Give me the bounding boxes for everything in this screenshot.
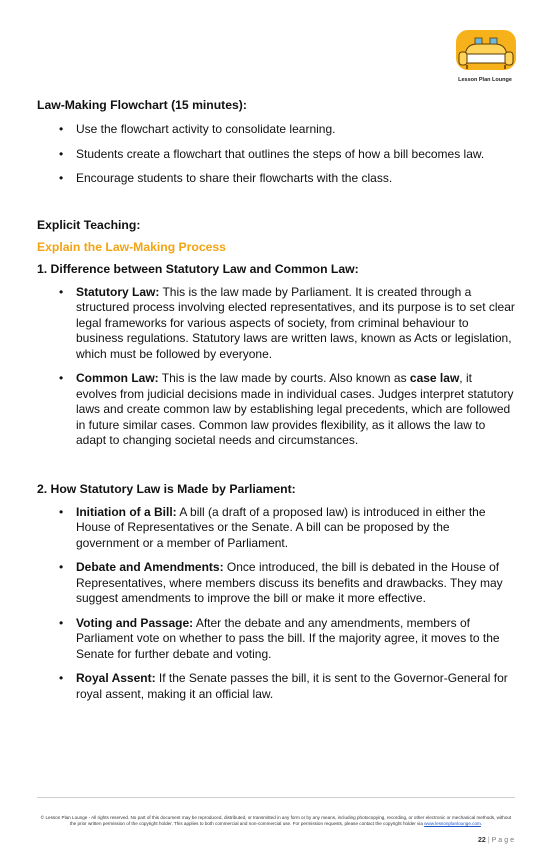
section-heading-explicit-teaching: Explicit Teaching:: [37, 217, 141, 232]
term-text: Once introduced, the bill is debated in the House of Representatives, where members discuss its benefits and drawbacks. They may suggest amendments to improve the bill or make it more effective.: [76, 560, 503, 605]
list-item: • Encourage students to share their flowcharts with the class.: [59, 171, 515, 187]
list-item: [59, 671, 515, 702]
footer-copyright: [37, 815, 515, 827]
list-item: [59, 285, 515, 363]
heading-statutory-process: 2. How Statutory Law is Made by Parliament:: [37, 481, 296, 496]
term-text: If the Senate passes the bill, it is sent to the Governor-General for royal assent, making it an official law.: [76, 671, 508, 701]
website-link[interactable]: www.lessonplanlounge.com: [424, 821, 481, 827]
page-number-value: 22: [478, 837, 486, 844]
copyright-text: © Lesson Plan Lounge - All rights reserved. No part of this document may be reproduced, distributed, or transmitted in any form or by any means, including photocopying, recording, or other electronic or mechanical methods, without the prior written permission of the copyright holder. This applies to both commercial and non-commercial use. For permission requests, please contact the copyright holder via: [40, 815, 512, 827]
flowchart-bullet-list: [59, 122, 515, 187]
term-label: Common Law:: [76, 371, 159, 385]
list-item: [59, 616, 515, 663]
page-number: [478, 837, 516, 844]
page-content: [37, 97, 515, 702]
law-types-list: [59, 285, 515, 449]
brand-name: Lesson Plan Lounge: [458, 77, 512, 83]
term-label: Voting and Passage:: [76, 615, 194, 630]
list-item: [59, 505, 515, 552]
brand-logo: [453, 28, 519, 78]
page-separator: |: [487, 837, 490, 844]
term-label: Debate and Amendments:: [76, 560, 224, 574]
term-text: A bill (a draft of a proposed law) is introduced in either the House of Representatives or the Senate. A bill can be proposed by the government or a member of Parliament.: [76, 504, 486, 550]
link-suffix: .: [480, 821, 483, 827]
term-label: Statutory Law:: [76, 284, 160, 299]
page-word: Page: [491, 837, 516, 844]
section-heading-flowchart: Law-Making Flowchart (15 minutes):: [37, 98, 247, 112]
term-text: This is the law made by Parliament. It is created through a structured process involving elected representatives, and its purpose is to set clear legal frameworks for various aspects of society, from criminal behaviour to business regulations. Statutory laws are written laws, known as Acts or legislation, which must be followed by everyone.: [76, 284, 515, 361]
list-item: • Students create a flowchart that outlines the steps of how a bill becomes law.: [59, 147, 515, 163]
term-text: After the debate and any amendments, members of Parliament vote on whether to pass the bill. If the majority agree, it moves to the Senate for further debate and voting.: [76, 615, 500, 661]
heading-statutory-vs-common: 1. Difference between Statutory Law and Common Law:: [37, 261, 359, 276]
subheading-law-making-process: Explain the Law-Making Process: [37, 239, 226, 254]
list-item: • Use the flowchart activity to consolidate learning.: [59, 122, 515, 138]
sofa-logo-icon: [453, 28, 519, 78]
term-label: Royal Assent:: [76, 671, 156, 685]
term-text: This is the law made by courts. Also known as: [158, 371, 410, 385]
term-text: , it evolves from judicial decisions made in individual cases. Judges interpret statutory laws and create common law by establishing legal precedents, which are followed in future similar cases. Common law provides flexibility, as it allows the law to adapt to changing societal needs and circumstances.: [76, 371, 514, 447]
list-item: [59, 371, 515, 449]
footer-divider: [37, 797, 515, 798]
list-item: [59, 560, 515, 607]
term-emphasis: case law: [409, 371, 460, 385]
term-label: Initiation of a Bill:: [76, 504, 177, 519]
parliament-steps-list: [59, 505, 515, 703]
